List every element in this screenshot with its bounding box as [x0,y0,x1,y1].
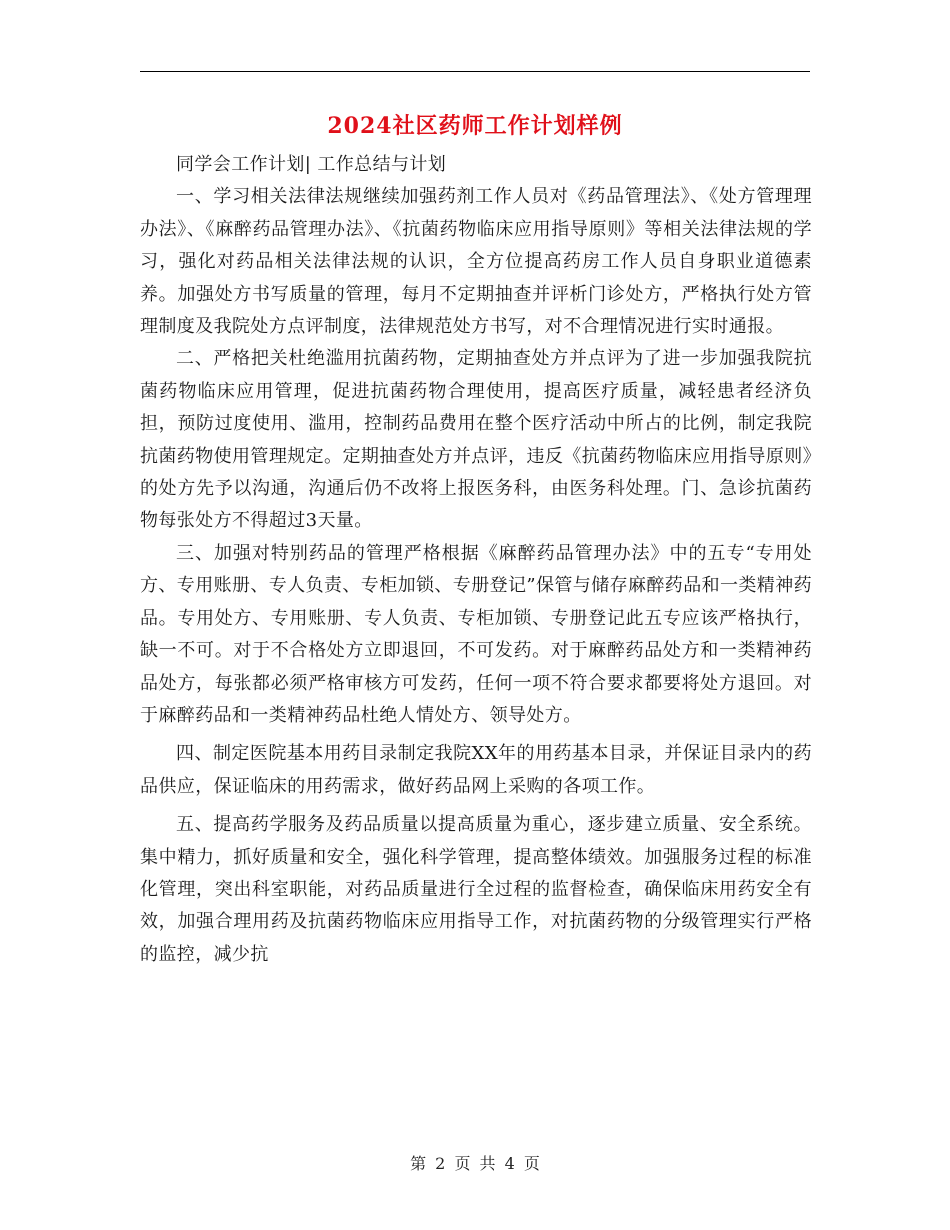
document-title: 2024社区药师工作计划样例 [327,113,623,139]
paragraph-2: 二、严格把关杜绝滥用抗菌药物，定期抽查处方并点评为了进一步加强我院抗菌药物临床应用管理，促进抗菌药物合理使用，提高医疗质量，减轻患者经济负担，预防过度使用、滥用，控制药品费用在整个医疗活动中所占的比例，制定我院抗菌药物使用管理规定。定期抽查处方并点评，违反《抗菌药物临床应用指导原则》的处方先予以沟通，沟通后仍不改将上报医务科，由医务科处理。门、急诊抗菌药物每张处方不得超过3天量。 [140,348,812,532]
paragraph-4: 四、制定医院基本用药目录制定我院XX年的用药基本目录，并保证目录内的药品供应，保证临床的用药需求，做好药品网上采购的各项工作。 [140,743,812,797]
paragraph-1: 一、学习相关法律法规继续加强药剂工作人员对《药品管理法》、《处方管理理办法》、《麻醉药品管理办法》、《抗菌药物临床应用指导原则》等相关法律法规的学习，强化对药品相关法律法规的认识，全方位提高药房工作人员自身职业道德素养。加强处方书写质量的管理，每月不定期抽查并评析门诊处方，严格执行处方管理制度及我院处方点评制度，法律规范处方书写，对不合理情况进行实时通报。 [140,186,812,338]
page-footer: 第 2 页 共 4 页 [410,1154,540,1173]
header-rule [140,71,810,72]
paragraph-3: 三、加强对特别药品的管理严格根据《麻醉药品管理办法》中的五专“专用处方、专用账册、专人负责、专柜加锁、专册登记”保管与储存麻醉药品和一类精神药品。专用处方、专用账册、专人负责、专柜加锁、专册登记此五专应该严格执行，缺一不可。对于不合格处方立即退回，不可发药。对于麻醉药品处方和一类精神药品处方，每张都必须严格审核方可发药，任何一项不符合要求都要将处方退回。对于麻醉药品和一类精神药品杜绝人情处方、领导处方。 [140,542,812,726]
paragraph-5: 五、提高药学服务及药品质量以提高质量为重心，逐步建立质量、安全系统。集中精力，抓好质量和安全，强化科学管理，提高整体绩效。加强服务过程的标准化管理，突出科室职能，对药品质量进行全过程的监督检查，确保临床用药安全有效，加强合理用药及抗菌药物临床应用指导工作，对抗菌药物的分级管理实行严格的监控，减少抗 [140,814,812,965]
document-body [140,149,812,971]
category-line: 同学会工作计划| 工作总结与计划 [176,154,447,175]
